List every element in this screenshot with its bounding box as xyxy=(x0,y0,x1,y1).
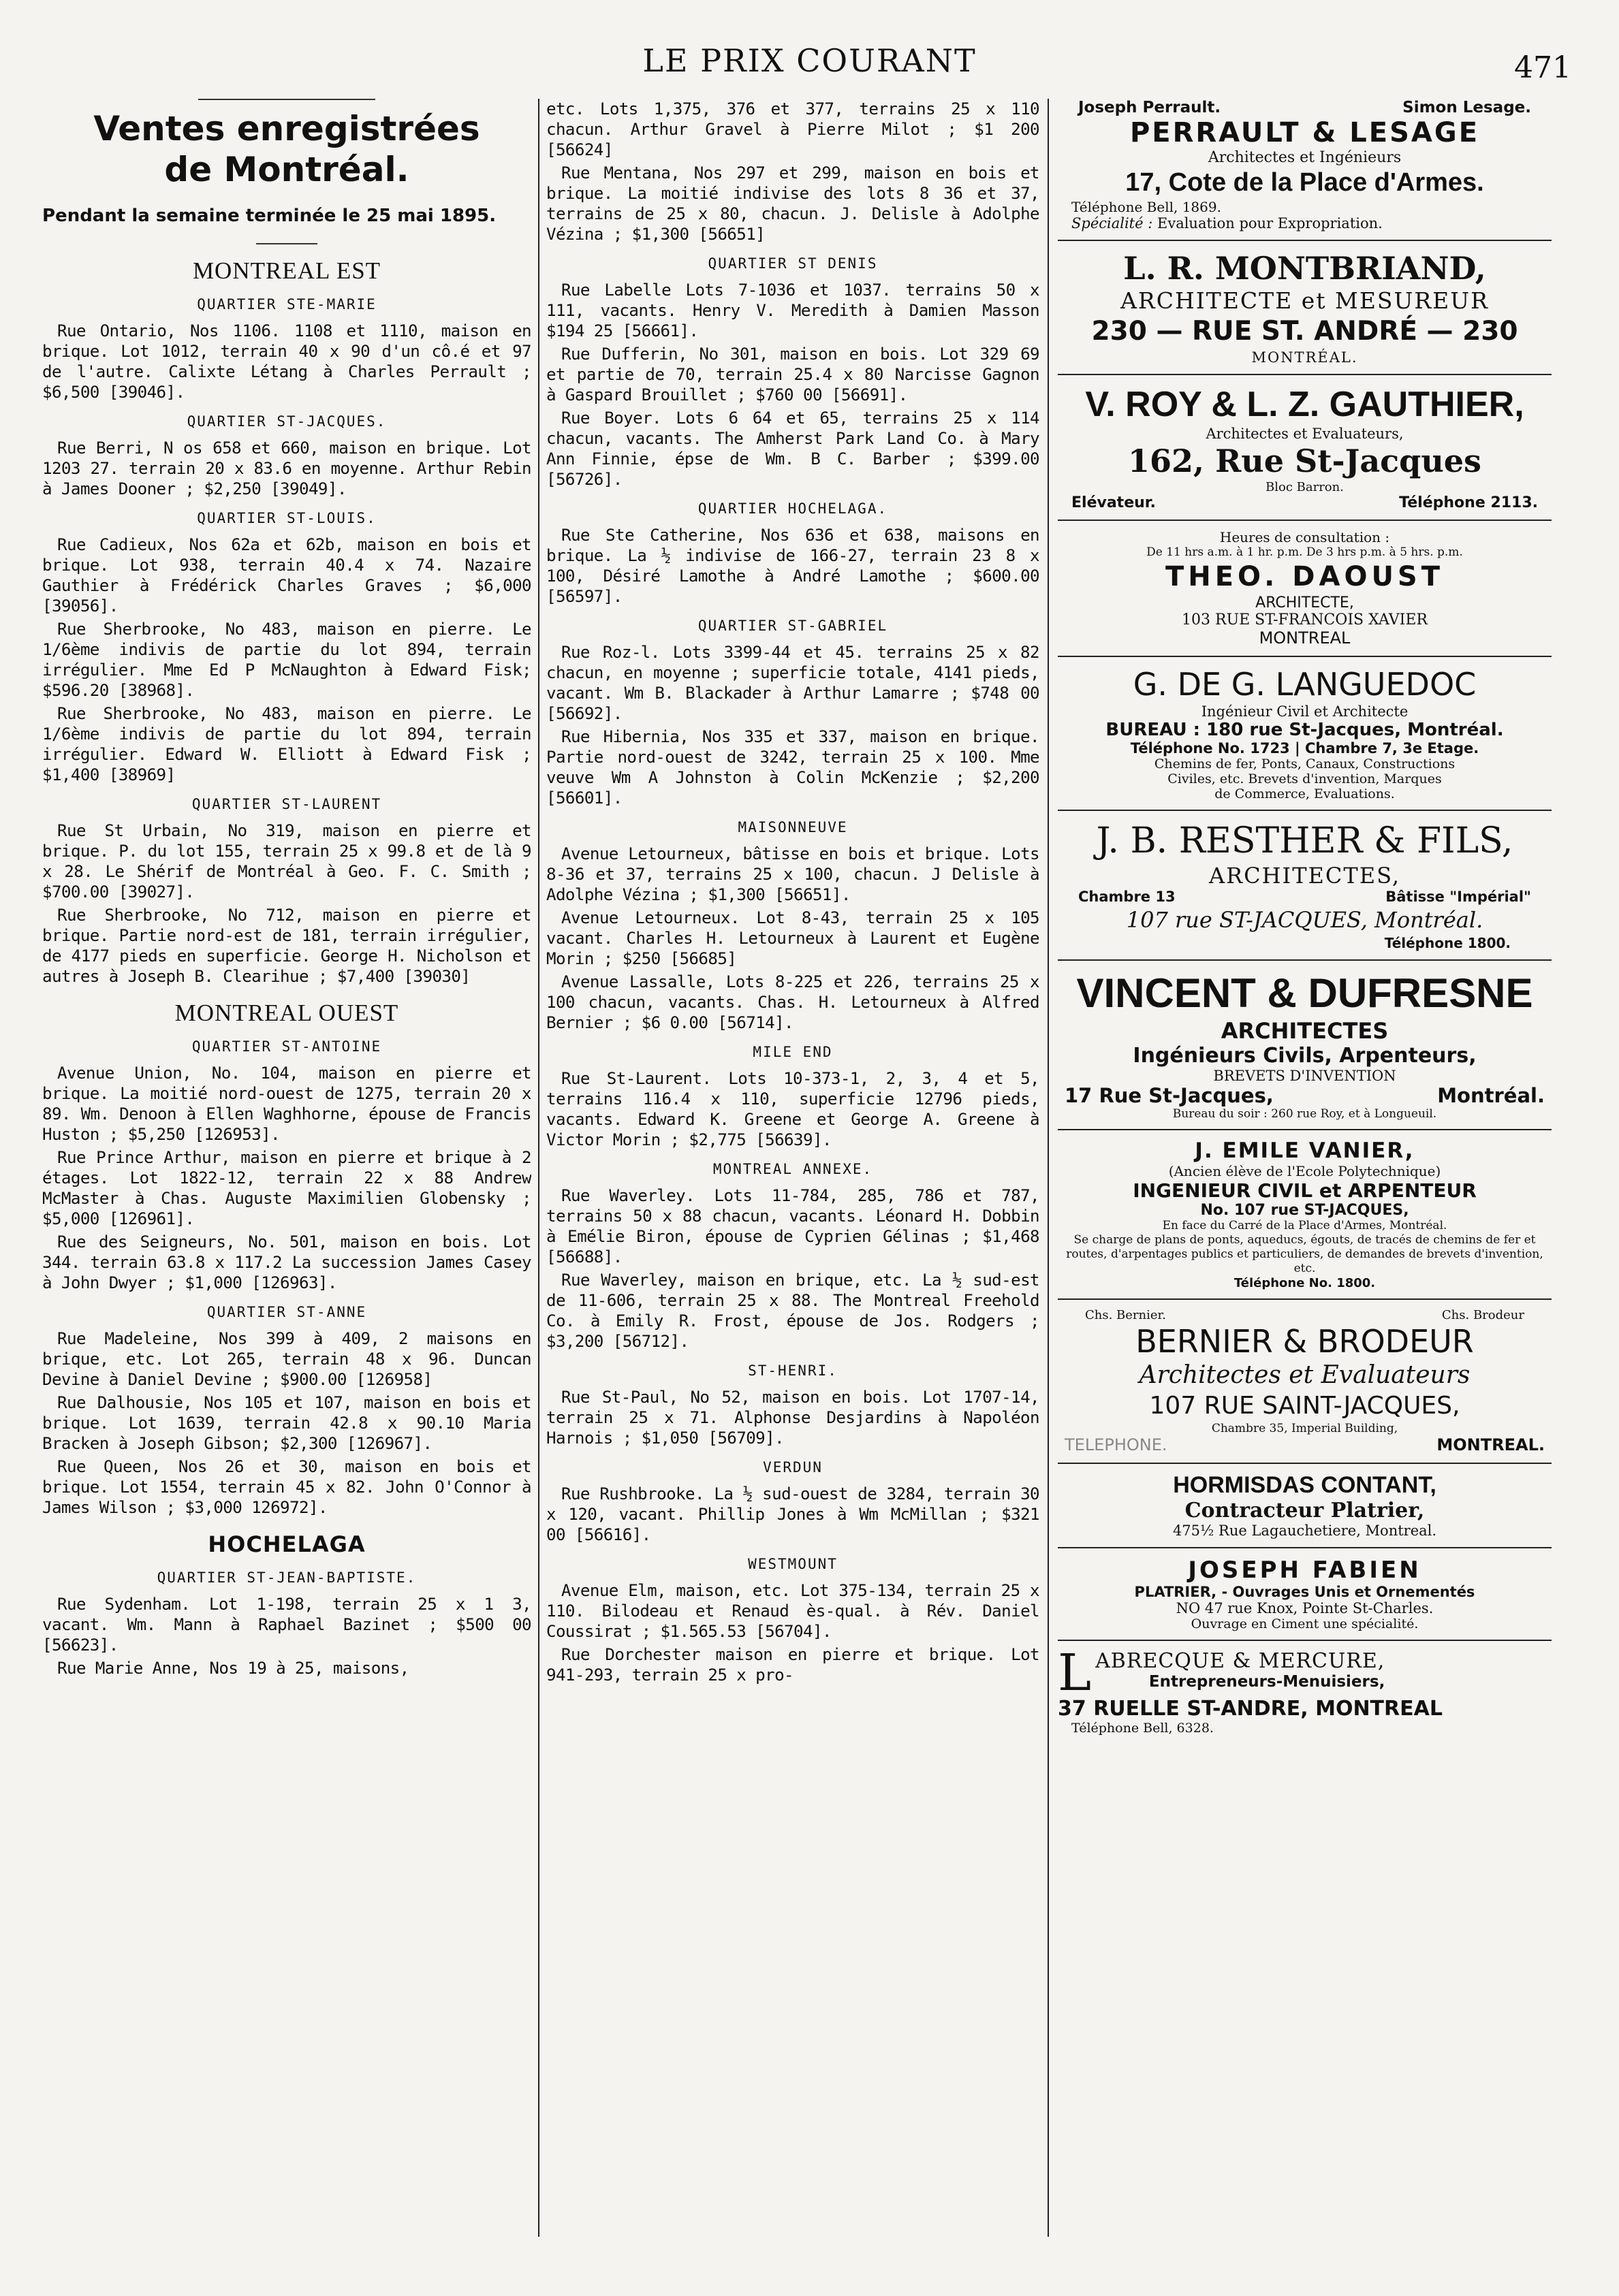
ad-bloc: Bloc Barron. xyxy=(1266,480,1344,494)
ad-separator xyxy=(1058,810,1552,811)
district-heading: MONTREAL EST xyxy=(192,257,381,284)
sale-entry: Rue Cadieux, Nos 62a et 62b, maison en bois et brique. Lot 938, terrain 40.4 x 74. Nazaire Gauthier à Frédérick Charles Graves ; $6,000 [39056]. xyxy=(42,535,531,616)
district-heading: MONTREAL OUEST xyxy=(174,1000,399,1026)
ad-labrecque-mercure xyxy=(1058,1644,1552,1736)
ad-building: Chambre 35, Imperial Building, xyxy=(1211,1422,1398,1435)
ad-sub: Architectes et Evaluateurs, xyxy=(1206,426,1404,442)
sale-entry: Rue Waverley. Lots 11-784, 285, 786 et 787, terrains 50 x 88 chacun, vacants. Léonard H. Dobbin à Emélie Biron, épouse de Cyprien Gélinas ; $1,468 [56688]. xyxy=(546,1186,1039,1266)
sale-entry: Rue Sydenham. Lot 1-198, terrain 25 x 1 3, vacant. Wm. Mann à Raphael Bazinet ; $500 00 [56623]. xyxy=(42,1595,531,1655)
sale-entry: Rue Rushbrooke. La ½ sud-ouest de 3284, terrain 30 x 120, vacant. Phillip Jones à Wm McMillan ; $321 00 [56616]. xyxy=(546,1484,1039,1544)
ward-heading: QUARTIER ST-ANTOINE xyxy=(191,1038,382,1055)
sale-entry: Avenue Letourneux. Lot 8-43, terrain 25 x 105 vacant. Charles H. Letourneux à Laurent et Eugène Morin ; $250 [56685] xyxy=(546,908,1039,968)
ad-name: G. DE G. LANGUEDOC xyxy=(1133,666,1477,703)
sale-entry: Rue Roz-l. Lots 3399-44 et 45. terrains 25 x 82 chacun, en moyenne ; superficie totale, 4141 pieds, vacant. Wm B. Blackader à Arthur Lamarre ; $748 00 [56692]. xyxy=(546,643,1039,723)
ad-name: Chs. Brodeur xyxy=(1441,1308,1524,1322)
short-rule xyxy=(256,243,317,244)
sale-entry: Rue Sherbrooke, No 712, maison en pierre et brique. Partie nord-est de 181, terrain irrégulier, de 4177 pieds en superficie. George H. Nicholson et autres à Joseph B. Clearihue ; $7,400 [39030] xyxy=(42,906,531,986)
ad-sub: Contracteur Platrier, xyxy=(1184,1499,1425,1522)
ad-name: HORMISDAS CONTANT, xyxy=(1173,1472,1436,1498)
ad-address: 475½ Rue Lagauchetiere, Montreal. xyxy=(1172,1522,1437,1539)
ad-elevator: Elévateur. xyxy=(1071,494,1156,511)
ad-tel: Téléphone 1800. xyxy=(1384,935,1511,951)
sale-entry: Rue Hibernia, Nos 335 et 337, maison en brique. Partie nord-ouest de 3242, terrain 25 x 100. Mme veuve Wm A Johnston à Colin McKenzie ; $2,200 [56601]. xyxy=(546,727,1039,808)
ad-separator xyxy=(1058,520,1552,521)
ward-heading: WESTMOUNT xyxy=(748,1556,838,1572)
sale-entry: Avenue Letourneux, bâtisse en bois et brique. Lots 8-36 et 37, terrains 25 x 100, chacun. J Delisle à Adolphe Vézina ; $1,300 [56651]. xyxy=(546,844,1039,904)
ad-line: En face du Carré de la Place d'Armes, Montréal. xyxy=(1162,1219,1447,1232)
sale-entry: Avenue Elm, maison, etc. Lot 375-134, terrain 25 x 110. Bilodeau et Renaud ès-qual. à Rév. Daniel Coussirat ; $1.565.53 [56704]. xyxy=(546,1581,1039,1641)
ad-address: 230 — RUE ST. ANDRÉ — 230 xyxy=(1091,316,1518,347)
ad-address: 17, Cote de la Place d'Armes. xyxy=(1125,168,1484,197)
ward-heading: QUARTIER STE-MARIE xyxy=(197,296,377,313)
ad-contant xyxy=(1058,1472,1552,1539)
ad-sub: Ingénieur Civil et Architecte xyxy=(1201,703,1409,720)
ward-heading: ST-HENRI. xyxy=(748,1362,838,1379)
ward-heading: MONTREAL ANNEXE. xyxy=(712,1161,873,1177)
ad-tel: TELEPHONE. xyxy=(1065,1435,1167,1454)
ward-heading: QUARTIER ST-GABRIEL xyxy=(697,618,888,634)
col2-entries xyxy=(546,99,1039,1685)
running-header: LE PRIX COURANT xyxy=(642,42,977,79)
ad-name: THEO. DAOUST xyxy=(1165,561,1445,592)
sales-column-2 xyxy=(546,99,1039,2271)
top-rule xyxy=(198,99,375,100)
sale-entry: Rue Sherbrooke, No 483, maison en pierre. Le 1/6ème indivis de partie du lot 894, terrain irrégulier. Mme Ed P McNaughton à Edward Fisk; $596.20 [38968]. xyxy=(42,620,531,700)
ad-name: Joseph Perrault. xyxy=(1078,99,1221,116)
sale-entry: Rue Madeleine, Nos 399 à 409, 2 maisons en brique, etc. Lot 265, terrain 48 x 96. Duncan Devine à Daniel Devine ; $900.00 [126958] xyxy=(42,1329,531,1389)
ad-address: NO 47 rue Knox, Pointe St-Charles. xyxy=(1176,1600,1434,1616)
ad-city: MONTRÉAL. xyxy=(1251,349,1358,366)
ad-separator xyxy=(1058,240,1552,241)
sale-entry: Rue St-Paul, No 52, maison en bois. Lot 1707-14, terrain 25 x 71. Alphonse Desjardins à Napoléon Harnois ; $1,050 [56709]. xyxy=(546,1388,1039,1448)
ad-name: J. B. RESTHER & FILS, xyxy=(1096,820,1513,861)
ad-address: 107 RUE SAINT-JACQUES, xyxy=(1149,1392,1460,1420)
ad-sub: (Ancien élève de l'Ecole Polytechnique) xyxy=(1168,1163,1441,1179)
ad-city: Montréal. xyxy=(1437,1084,1545,1107)
ad-sub: ARCHITECTE, xyxy=(1255,594,1354,611)
sale-entry: Rue Ste Catherine, Nos 636 et 638, maisons en brique. La ½ indivise de 166-27, terrain 23 8 x 100, Désiré Lamothe à André Lamothe ; $600.00 [56597]. xyxy=(546,526,1039,606)
ad-note: Ouvrage en Ciment une spécialité. xyxy=(1191,1616,1419,1631)
ad-separator xyxy=(1058,1298,1552,1300)
ad-name: L. R. MONTBRIAND, xyxy=(1123,250,1486,287)
ad-line: Se charge de plans de ponts, aqueducs, égouts, de tracés de chemins de fer et routes, d'arpentages publics et particuliers, de demandes de brevets d'invention, etc. xyxy=(1066,1233,1543,1275)
sale-entry: Rue des Seigneurs, No. 501, maison en bois. Lot 344. terrain 63.8 x 117.2 La succession James Casey à John Dwyer ; $1,000 [126963]. xyxy=(42,1232,531,1292)
sale-entry: Rue Marie Anne, Nos 19 à 25, maisons, xyxy=(57,1659,409,1678)
column-rule xyxy=(1048,99,1049,2237)
ad-chamber: Chambre 13 xyxy=(1078,889,1176,905)
ad-address: 17 Rue St-Jacques, xyxy=(1065,1084,1274,1107)
section-subtitle: Pendant la semaine terminée le 25 mai 1895. xyxy=(42,206,497,226)
ward-heading: VERDUN xyxy=(763,1459,823,1476)
ad-vanier xyxy=(1058,1138,1552,1290)
sale-entry: Rue Sherbrooke, No 483, maison en pierre. Le 1/6ème indivis de partie du lot 894, terrain irrégulier. Edward W. Elliott à Edward Fisk ; $1,400 [38969] xyxy=(42,704,531,784)
ad-tel: Téléphone Bell, 1869. xyxy=(1071,199,1221,215)
district-heading: HOCHELAGA xyxy=(208,1531,366,1557)
section-title xyxy=(42,108,531,190)
ward-heading: QUARTIER HOCHELAGA. xyxy=(697,500,888,517)
ad-evening: Bureau du soir : 260 rue Roy, et à Longueuil. xyxy=(1172,1107,1437,1121)
sale-entry: Rue Berri, N os 658 et 660, maison en brique. Lot 1203 27. terrain 20 x 83.6 en moyenne. Arthur Rebin à James Dooner ; $2,250 [39049]. xyxy=(42,439,531,498)
sale-entry: Rue Dorchester maison en pierre et brique. Lot 941-293, terrain 25 x pro- xyxy=(546,1645,1039,1685)
ad-sub: PLATRIER, - Ouvrages Unis et Ornementés xyxy=(1134,1584,1475,1600)
ad-name: ABRECQUE & MERCURE, xyxy=(1095,1649,1385,1673)
ward-heading: MAISONNEUVE xyxy=(738,819,848,835)
sale-entry: Rue Mentana, Nos 297 et 299, maison en bois et brique. La moitié indivise des lots 8 36 et 37, terrains de 25 x 80, chacun. J. Delisle à Adolphe Vézina ; $1,300 [56651] xyxy=(546,163,1039,244)
ad-perrault-lesage xyxy=(1058,99,1552,232)
ward-heading: MILE END xyxy=(753,1044,833,1060)
ad-line: Civiles, etc. Brevets d'invention, Marques xyxy=(1167,771,1442,786)
ad-line: Chemins de fer, Ponts, Canaux, Constructions xyxy=(1154,756,1456,771)
ad-title: INGENIEUR CIVIL et ARPENTEUR xyxy=(1133,1179,1477,1202)
sale-entry: Avenue Lassalle, Lots 8-225 et 226, terrains 25 x 100 chacun, vacants. Chas. H. Letourneux à Alfred Bernier ; $6 0.00 [56714]. xyxy=(546,972,1039,1032)
ad-address: 162, Rue St-Jacques xyxy=(1128,443,1481,479)
sale-entry: Rue Dalhousie, Nos 105 et 107, maison en bois et brique. Lot 1639, terrain 42.8 x 90.10 Maria Bracken à Joseph Gibson; $2,300 [126967]. xyxy=(42,1393,531,1453)
sale-entry: Rue Prince Arthur, maison en pierre et brique à 2 étages. Lot 1822-12, terrain 22 x 88 Andrew McMaster à Chas. Auguste Maximilien Globensky ; $5,000 [126961]. xyxy=(42,1148,531,1228)
ad-tel: Téléphone No. 1800. xyxy=(1233,1276,1376,1290)
advertisements-column xyxy=(1058,99,1552,2271)
ad-fabien xyxy=(1058,1557,1552,1631)
ad-address: 37 RUELLE ST-ANDRE, MONTREAL xyxy=(1058,1697,1443,1721)
ward-heading: QUARTIER ST DENIS xyxy=(708,255,878,272)
ad-name: J. EMILE VANIER, xyxy=(1195,1138,1415,1163)
column-rule xyxy=(538,99,539,2237)
ad-name: Chs. Bernier. xyxy=(1085,1308,1166,1322)
ad-separator xyxy=(1058,1129,1552,1130)
section-title-text: Ventes enregistrées de Montréal. xyxy=(93,109,480,189)
ad-city: MONTREAL xyxy=(1259,628,1351,648)
ad-hours: De 11 hrs a.m. à 1 hr. p.m. De 3 hrs p.m. à 5 hrs. p.m. xyxy=(1146,545,1463,559)
sale-entry: Rue Boyer. Lots 6 64 et 65, terrains 25 x 114 chacun, vacants. The Amherst Park Land Co. à Mary Ann Finnie, épse de Wm. B C. Barber ; $399.00 [56726]. xyxy=(546,409,1039,489)
sale-entry: etc. Lots 1,375, 376 et 377, terrains 25 x 110 chacun. Arthur Gravel à Pierre Milot ; $1 200 [56624] xyxy=(546,99,1039,159)
ad-bureau: BUREAU : 180 rue St-Jacques, Montréal. xyxy=(1105,720,1504,740)
ward-heading: QUARTIER ST-ANNE xyxy=(206,1304,367,1320)
ad-montbriand xyxy=(1058,249,1552,366)
ad-firm: BERNIER & BRODEUR xyxy=(1135,1323,1474,1360)
page-number: 471 xyxy=(1514,50,1571,85)
ward-heading: QUARTIER ST-JACQUES. xyxy=(187,413,387,430)
sales-column-1 xyxy=(42,99,531,2271)
ad-name: JOSEPH FABIEN xyxy=(1188,1557,1421,1584)
ad-tel: Téléphone No. 1723 | Chambre 7, 3e Etage. xyxy=(1130,740,1479,756)
sale-entry: Rue Ontario, Nos 1106. 1108 et 1110, maison en brique. Lot 1012, terrain 40 x 90 d'un cô.é et 97 de l'autre. Calixte Létang à Charles Perrault ; $6,500 [39046]. xyxy=(42,321,531,402)
sale-entry: Rue Waverley, maison en brique, etc. La ½ sud-est de 11-606, terrain 25 x 88. The Montreal Freehold Co. à Emily R. Frost, épouse de Jos. Rodgers ; $3,200 [56712]. xyxy=(546,1271,1039,1351)
ad-hours-title: Heures de consultation : xyxy=(1219,529,1390,545)
ad-tel: Téléphone 2113. xyxy=(1399,494,1538,511)
ad-separator xyxy=(1058,1640,1552,1641)
sale-entry: Rue Queen, Nos 26 et 30, maison en bois et brique. Lot 1554, terrain 45 x 82. John O'Connor à James Wilson ; $3,000 126972]. xyxy=(42,1457,531,1517)
ad-spec-label: Spécialité : xyxy=(1071,215,1153,232)
ad-brevets: BREVETS D'INVENTION xyxy=(1213,1068,1396,1084)
col1-entries xyxy=(42,257,531,1678)
ad-separator xyxy=(1058,1463,1552,1464)
ad-line: de Commerce, Evaluations. xyxy=(1214,786,1395,801)
sale-entry: Rue St Urbain, No 319, maison en pierre et brique. P. du lot 155, terrain 25 x 99.8 et de là 9 x 28. Le Shérif de Montréal à Geo. F. C. Smith ; $700.00 [39027]. xyxy=(42,821,531,902)
ad-name: V. ROY & L. Z. GAUTHIER, xyxy=(1085,385,1524,424)
sale-entry: Rue St-Laurent. Lots 10-373-1, 2, 3, 4 et 5, terrains 116.4 x 110, superficie 12796 pieds, vacants. Edward K. Greene et George A. Greene à Victor Morin ; $2,775 [56639]. xyxy=(546,1069,1039,1149)
drop-initial: L xyxy=(1058,1644,1092,1702)
ward-heading: QUARTIER ST-LAURENT xyxy=(191,796,382,812)
ward-heading: QUARTIER ST-JEAN-BAPTISTE. xyxy=(157,1569,417,1586)
ad-languedoc xyxy=(1058,665,1552,801)
ad-sub: ARCHITECTES xyxy=(1221,1018,1389,1044)
ad-name: VINCENT & DUFRESNE xyxy=(1076,970,1533,1016)
ad-daoust xyxy=(1058,529,1552,648)
ad-spec: Evaluation pour Expropriation. xyxy=(1157,215,1383,232)
ad-sub: Architectes et Ingénieurs xyxy=(1208,149,1402,166)
ad-firm: PERRAULT & LESAGE xyxy=(1129,117,1480,148)
ad-vincent-dufresne xyxy=(1058,969,1552,1121)
ad-bernier-brodeur xyxy=(1058,1308,1552,1454)
ad-separator xyxy=(1058,1547,1552,1548)
ad-separator xyxy=(1058,374,1552,375)
ad-building: Bâtisse "Impérial" xyxy=(1385,889,1531,905)
ad-sub: ARCHITECTES, xyxy=(1208,863,1401,889)
ad-city: MONTREAL. xyxy=(1436,1435,1545,1454)
ad-roy-gauthier xyxy=(1058,383,1552,511)
sale-entry: Rue Labelle Lots 7-1036 et 1037. terrains 50 x 111, vacants. Henry V. Meredith à Damien Masson $194 25 [56661]. xyxy=(546,281,1039,340)
ad-address: No. 107 rue ST-JACQUES, xyxy=(1200,1202,1409,1219)
ad-separator xyxy=(1058,656,1552,657)
ad-sub: Entrepreneurs-Menuisiers, xyxy=(1148,1673,1385,1691)
ward-heading: QUARTIER ST-LOUIS. xyxy=(197,510,377,526)
ad-separator xyxy=(1058,959,1552,961)
ad-address: 103 RUE ST-FRANCOIS XAVIER xyxy=(1182,611,1428,628)
sale-entry: Avenue Union, No. 104, maison en pierre et brique. La moitié nord-ouest de 1275, terrain 20 x 89. Wm. Denoon à Ellen Waghhorne, épouse de Francis Huston ; $5,250 [126953]. xyxy=(42,1064,531,1144)
ad-resther xyxy=(1058,819,1552,951)
sale-entry: Rue Dufferin, No 301, maison en bois. Lot 329 69 et partie de 70, terrain 25.4 x 80 Narcisse Gagnon à Gaspard Brouillet ; $760 00 [56691]. xyxy=(546,345,1039,404)
ad-sub2: Ingénieurs Civils, Arpenteurs, xyxy=(1133,1044,1477,1068)
ad-sub: ARCHITECTE et MESUREUR xyxy=(1120,287,1489,314)
ad-address: 107 rue ST-JACQUES, Montréal. xyxy=(1126,907,1483,933)
ad-name: Simon Lesage. xyxy=(1402,99,1531,116)
ad-sub: Architectes et Evaluateurs xyxy=(1139,1361,1471,1389)
ad-tel: Téléphone Bell, 6328. xyxy=(1071,1721,1214,1736)
